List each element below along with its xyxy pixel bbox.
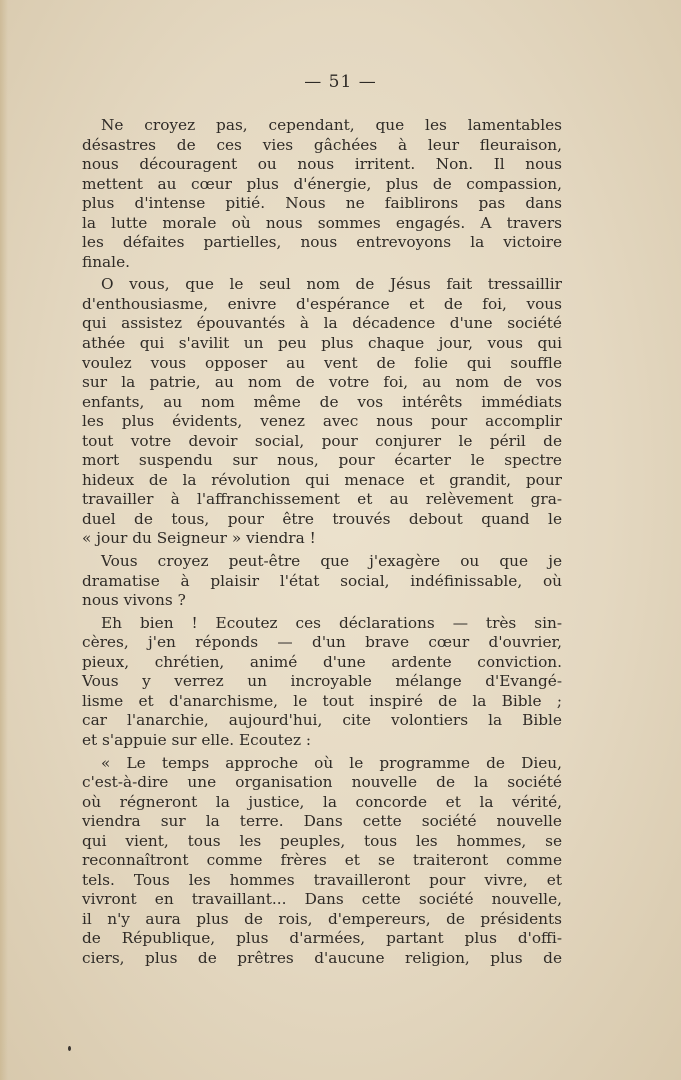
text-line: viendra sur la terre. Dans cette société nouvelle xyxy=(82,812,562,831)
body-text xyxy=(82,116,562,969)
text-line: Ne croyez pas, cependant, que les lamentables xyxy=(101,116,562,134)
text-line: d'enthousiasme, enivre d'espérance et de foi, vous xyxy=(82,294,562,313)
text-line: tels. Tous les hommes travailleront pour vivre, et xyxy=(82,870,562,889)
text-line: les défaites partielles, nous entrevoyons la victoire xyxy=(82,233,562,252)
text-line: O vous, que le seul nom de Jésus fait tressaillir xyxy=(101,275,562,294)
text-line: « Le temps approche où le programme de Dieu, xyxy=(101,753,562,772)
paragraph xyxy=(82,754,562,969)
ink-speck xyxy=(68,1046,71,1051)
text-line: Vous croyez peut-être que j'exagère ou que je xyxy=(101,552,562,571)
text-line: qui assistez épouvantés à la décadence d'une société xyxy=(82,314,562,333)
paragraph xyxy=(82,552,562,611)
text-line: enfants, au nom même de vos intérêts immédiats xyxy=(82,392,562,411)
text-line: cères, j'en réponds — d'un brave cœur d'ouvrier, xyxy=(82,633,562,652)
text-line: duel de tous, pour être trouvés debout quand le xyxy=(82,509,562,528)
text-line: tout votre devoir social, pour conjurer le péril de xyxy=(82,431,562,450)
page-number: — 51 — xyxy=(304,72,377,92)
text-line: Vous y verrez un incroyable mélange d'Evangé- xyxy=(82,672,562,691)
text-line: travailler à l'affranchissement et au relèvement gra- xyxy=(82,490,562,509)
text-line: pieux, chrétien, animé d'une ardente conviction. xyxy=(82,652,562,671)
text-line: lisme et d'anarchisme, le tout inspiré de la Bible ; xyxy=(82,691,562,710)
text-line: « jour du Seigneur » viendra ! xyxy=(82,529,316,548)
text-line: athée qui s'avilit un peu plus chaque jour, vous qui xyxy=(82,334,562,353)
text-line: la lutte morale où nous sommes engagés. A travers xyxy=(82,213,562,232)
text-line: hideux de la révolution qui menace et grandit, pour xyxy=(82,470,562,489)
paragraph xyxy=(82,275,562,549)
text-line: voulez vous opposer au vent de folie qui souffle xyxy=(82,353,562,372)
text-line: nous vivons ? xyxy=(82,591,186,610)
text-line: ciers, plus de prêtres d'aucune religion, plus de xyxy=(82,948,562,967)
paragraph xyxy=(82,116,562,272)
text-line: de République, plus d'armées, partant plus d'offi- xyxy=(82,929,562,948)
text-line: nous découragent ou nous irritent. Non. Il nous xyxy=(82,155,562,174)
text-line: plus d'intense pitié. Nous ne faiblirons pas dans xyxy=(82,194,562,213)
paragraph xyxy=(82,614,562,751)
text-line: les plus évidents, venez avec nous pour accomplir xyxy=(82,412,562,431)
text-line: dramatise à plaisir l'état social, indéfinissable, où xyxy=(82,571,562,590)
text-line: c'est-à-dire une organisation nouvelle de la société xyxy=(82,773,562,792)
text-line: qui vient, tous les peuples, tous les hommes, se xyxy=(82,831,562,850)
text-line: Eh bien ! Ecoutez ces déclarations — très sin- xyxy=(101,613,562,632)
page-edge-shadow xyxy=(0,0,8,1080)
text-line: mort suspendu sur nous, pour écarter le spectre xyxy=(82,451,562,470)
text-line: où régneront la justice, la concorde et la vérité, xyxy=(82,792,562,811)
text-line: car l'anarchie, aujourd'hui, cite volontiers la Bible xyxy=(82,711,562,730)
text-line: sur la patrie, au nom de votre foi, au nom de vos xyxy=(82,373,562,392)
text-line: il n'y aura plus de rois, d'empereurs, de présidents xyxy=(82,909,562,928)
text-line: reconnaîtront comme frères et se traiteront comme xyxy=(82,851,562,870)
text-line: mettent au cœur plus d'énergie, plus de compassion, xyxy=(82,174,562,193)
text-line: finale. xyxy=(82,252,130,271)
text-line: vivront en travaillant... Dans cette société nouvelle, xyxy=(82,890,562,909)
text-line: et s'appuie sur elle. Ecoutez : xyxy=(82,730,312,749)
text-line: désastres de ces vies gâchées à leur fleuraison, xyxy=(82,135,562,154)
